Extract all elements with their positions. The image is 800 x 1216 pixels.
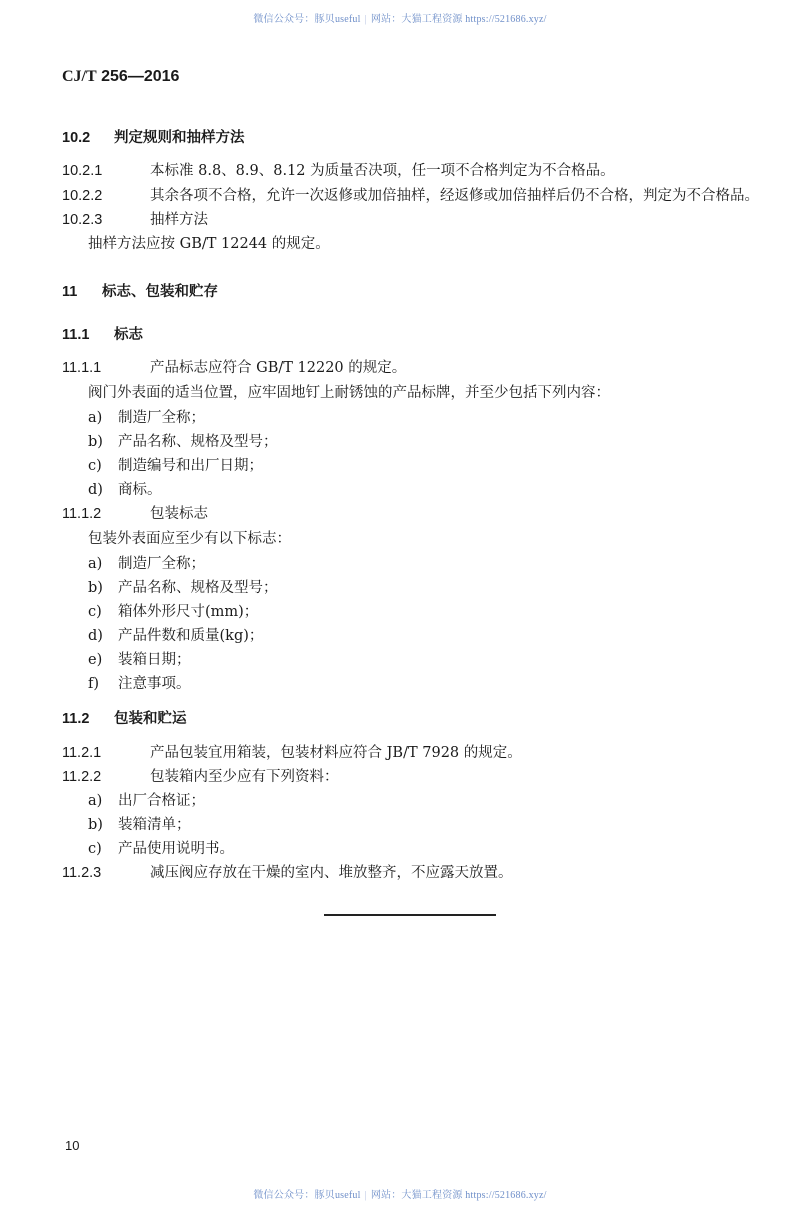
list-item-text: 商标。 <box>118 482 162 498</box>
watermark-wechat: 微信公众号：豚贝useful <box>253 14 361 25</box>
clause-text: 本标准 8.8、8.9、8.12 为质量否决项，任一项不合格判定为不合格品。 <box>150 163 615 179</box>
clause-10-2-3 <box>62 208 208 229</box>
list-item <box>88 813 191 834</box>
clause-number: 11.1.1 <box>62 360 102 376</box>
list-item <box>88 406 205 427</box>
list-item-text: 装箱日期； <box>118 652 191 668</box>
list-item <box>88 789 205 810</box>
list-item-text: 产品名称、规格及型号； <box>118 580 278 596</box>
clause-title: 包装标志 <box>150 506 208 522</box>
list-item <box>88 624 263 645</box>
list-item-label: e) <box>88 652 103 668</box>
list-item <box>88 648 191 669</box>
clause-number: 10.2.2 <box>62 188 103 204</box>
list-item-label: c) <box>88 841 102 857</box>
list-item-text: 制造厂全称； <box>118 556 205 572</box>
clause-number: 11.2.2 <box>62 769 102 785</box>
list-item-text: 产品名称、规格及型号； <box>118 434 278 450</box>
list-item-text: 制造厂全称； <box>118 410 205 426</box>
clause-number: 11.2.3 <box>62 865 102 881</box>
clause-11-1-2-body: 包装外表面应至少有以下标志： <box>88 531 291 547</box>
clause-text: 产品包装宜用箱装，包装材料应符合 JB/T 7928 的规定。 <box>150 745 522 761</box>
standard-code-number: 256—2016 <box>101 68 180 85</box>
clause-11-1-1-body: 阀门外表面的适当位置，应牢固地钉上耐锈蚀的产品标牌，并至少包括下列内容： <box>88 385 610 401</box>
list-item <box>88 430 278 451</box>
list-item <box>88 478 162 499</box>
clause-text: 产品标志应符合 GB/T 12220 的规定。 <box>150 360 407 376</box>
clause-text: 包装箱内至少应有下列资料： <box>150 769 339 785</box>
list-item-label: d) <box>88 628 103 644</box>
clause-11-1-2 <box>62 502 208 523</box>
list-item-text: 装箱清单； <box>118 817 191 833</box>
section-number: 11 <box>62 284 78 300</box>
list-item <box>88 552 205 573</box>
clause-text: 其余各项不合格，允许一次返修或加倍抽样，经返修或加倍抽样后仍不合格，判定为不合格品。 <box>150 188 759 204</box>
list-item <box>88 600 258 621</box>
section-title: 标志 <box>114 327 143 343</box>
clause-number: 10.2.3 <box>62 212 103 228</box>
list-item-text: 箱体外形尺寸(mm)； <box>118 604 259 620</box>
list-item-label: a) <box>88 410 103 426</box>
list-item-label: b) <box>88 434 103 450</box>
section-heading-11-2 <box>62 707 187 728</box>
list-item <box>88 454 263 475</box>
watermark-site: 网站：大猫工程资源 https://521686.xyz/ <box>370 1190 547 1201</box>
clause-11-2-2 <box>62 765 339 786</box>
list-item-text: 注意事项。 <box>118 676 191 692</box>
section-number: 11.2 <box>62 711 90 727</box>
list-item-label: a) <box>88 793 103 809</box>
clause-11-1-1 <box>62 356 406 377</box>
list-item-text: 产品使用说明书。 <box>118 841 234 857</box>
list-item-text: 出厂合格证； <box>118 793 205 809</box>
watermark-wechat: 微信公众号：豚贝useful <box>253 1190 361 1201</box>
list-item-label: c) <box>88 458 102 474</box>
section-title: 标志、包装和贮存 <box>102 284 218 300</box>
list-item-label: a) <box>88 556 103 572</box>
list-item-text: 产品件数和质量(kg)； <box>118 628 264 644</box>
clause-11-2-3 <box>62 861 513 882</box>
clause-10-2-2 <box>62 184 759 205</box>
list-item-label: c) <box>88 604 102 620</box>
list-item-label: b) <box>88 580 103 596</box>
watermark-separator: | <box>364 14 367 25</box>
clause-number: 10.2.1 <box>62 163 103 179</box>
clause-number: 11.1.2 <box>62 506 102 522</box>
standard-code <box>62 68 179 86</box>
standard-code-prefix: CJ/T <box>62 68 97 85</box>
clause-10-2-3-body: 抽样方法应按 GB/T 12244 的规定。 <box>88 236 330 252</box>
list-item-text: 制造编号和出厂日期； <box>118 458 263 474</box>
section-heading-11 <box>62 280 218 301</box>
section-number: 11.1 <box>62 327 90 343</box>
list-item-label: b) <box>88 817 103 833</box>
section-number: 10.2 <box>62 130 91 146</box>
list-item <box>88 837 234 858</box>
watermark-top <box>0 10 800 25</box>
section-title: 包装和贮运 <box>114 711 187 727</box>
page-number: 10 <box>65 1138 80 1153</box>
section-heading-10-2 <box>62 126 245 147</box>
clause-11-2-1 <box>62 741 522 762</box>
list-item-label: f) <box>88 676 100 692</box>
list-item <box>88 576 278 597</box>
section-heading-11-1 <box>62 323 143 344</box>
watermark-site: 网站：大猫工程资源 https://521686.xyz/ <box>370 14 547 25</box>
clause-text: 减压阀应存放在干燥的室内、堆放整齐，不应露天放置。 <box>150 865 513 881</box>
list-item-label: d) <box>88 482 103 498</box>
clause-title: 抽样方法 <box>150 212 208 228</box>
list-item <box>88 672 191 693</box>
section-title: 判定规则和抽样方法 <box>114 130 245 146</box>
clause-10-2-1 <box>62 159 615 180</box>
clause-number: 11.2.1 <box>62 745 102 761</box>
watermark-bottom <box>0 1186 800 1201</box>
watermark-separator: | <box>364 1190 367 1201</box>
end-of-document-rule <box>324 914 496 916</box>
